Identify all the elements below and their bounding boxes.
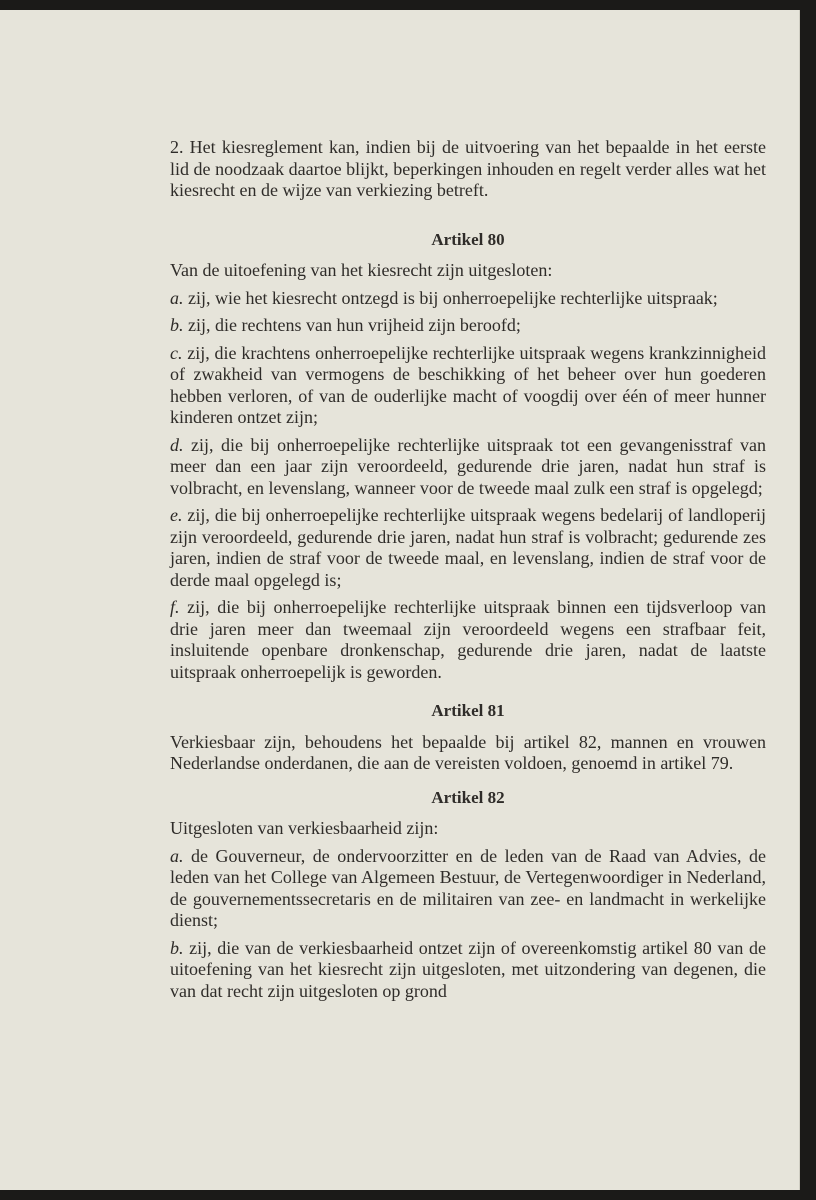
item-text: zij, die bij onherroepelijke rechterlijke uitspraak tot een gevangenisstraf van meer dan een jaar zijn veroordeeld, gedurende drie jaren, nadat hun straf is volbracht, en levenslang, wanneer voor de tweede maal zulk een straf is opgelegd;	[170, 434, 767, 498]
item-text: zij, die rechtens van hun vrijheid zijn beroofd;	[188, 315, 521, 335]
article-80-item-a	[170, 288, 766, 310]
page-text	[170, 137, 766, 1008]
item-text: de Gouverneur, de ondervoorzitter en de leden van de Raad van Advies, de leden van het College van Algemeen Bestuur, de Vertegenwoordiger in Nederland, de gouvernementssecretaris en de militairen van zee- en landmacht in werkelijke dienst;	[170, 845, 767, 930]
article-81-heading: Artikel 81	[431, 701, 505, 720]
item-label: d.	[170, 434, 184, 455]
article-80-item-c	[170, 343, 766, 429]
article-80-heading: Artikel 80	[431, 229, 505, 249]
paragraph-2: 2. Het kiesreglement kan, indien bij de uitvoering van het bepaalde in het eerste lid de noodzaak daartoe blijkt, beperkingen inhouden en regelt verder alles wat het kiesrecht en de wijze van verkiezing betreft.	[170, 137, 766, 200]
item-label: f.	[170, 597, 180, 617]
article-80-item-e	[170, 505, 766, 591]
document-page	[0, 10, 800, 1190]
article-80-item-f	[170, 597, 766, 683]
article-80-item-b	[170, 315, 766, 337]
item-text: zij, die van de verkiesbaarheid ontzet zijn of overeenkomstig artikel 80 van de uitoefening van het kiesrecht zijn uitgesloten, met uitzondering van degenen, die van dat recht zijn uitgesloten op grond	[170, 937, 767, 1001]
item-label: c.	[170, 342, 183, 363]
item-text: zij, die bij onherroepelijke rechterlijke uitspraak wegens bedelarij of landloperij zijn veroordeeld, gedurende drie jaren, nadat hun straf is volbracht; gedurende zes jaren, indien de straf voor de tweede maal, en levenslang, indien de straf voor de derde maal opgelegd is;	[170, 505, 766, 590]
item-label: a.	[170, 287, 184, 308]
item-label: a.	[170, 845, 184, 866]
article-82-item-a	[170, 846, 766, 932]
item-text: zij, wie het kiesrecht ontzegd is bij onherroepelijke rechterlijke uitspraak;	[188, 287, 718, 308]
article-81-text: Verkiesbaar zijn, behoudens het bepaalde bij artikel 82, mannen en vrouwen Nederlandse onderdanen, die aan de vereisten voldoen, genoemd in artikel 79.	[170, 731, 766, 773]
item-label: b.	[170, 937, 184, 958]
item-text: zij, die bij onherroepelijke rechterlijke uitspraak binnen een tijdsverloop van drie jaren meer dan tweemaal zijn veroordeeld wegens een strafbaar feit, insluitende openbare dronkenschap, gedurende drie jaren, nadat de laatste uitspraak onherroepelijk is geworden.	[170, 597, 767, 682]
article-82-item-b	[170, 938, 766, 1003]
article-80-intro: Van de uitoefening van het kiesrecht zijn uitgesloten:	[170, 260, 553, 280]
article-80-item-d	[170, 435, 766, 500]
item-label: e.	[170, 505, 183, 525]
item-text: zij, die krachtens onherroepelijke rechterlijke uitspraak wegens krankzinnigheid of zwakheid van vermogens de beschikking of het beheer over hun goederen hebben verloren, of van de ouderlijke macht of voogdij over één of meer hunner kinderen ontzet zijn;	[170, 342, 766, 427]
article-82-heading: Artikel 82	[431, 787, 505, 807]
article-82-intro: Uitgesloten van verkiesbaarheid zijn:	[170, 818, 439, 838]
item-label: b.	[170, 315, 184, 335]
